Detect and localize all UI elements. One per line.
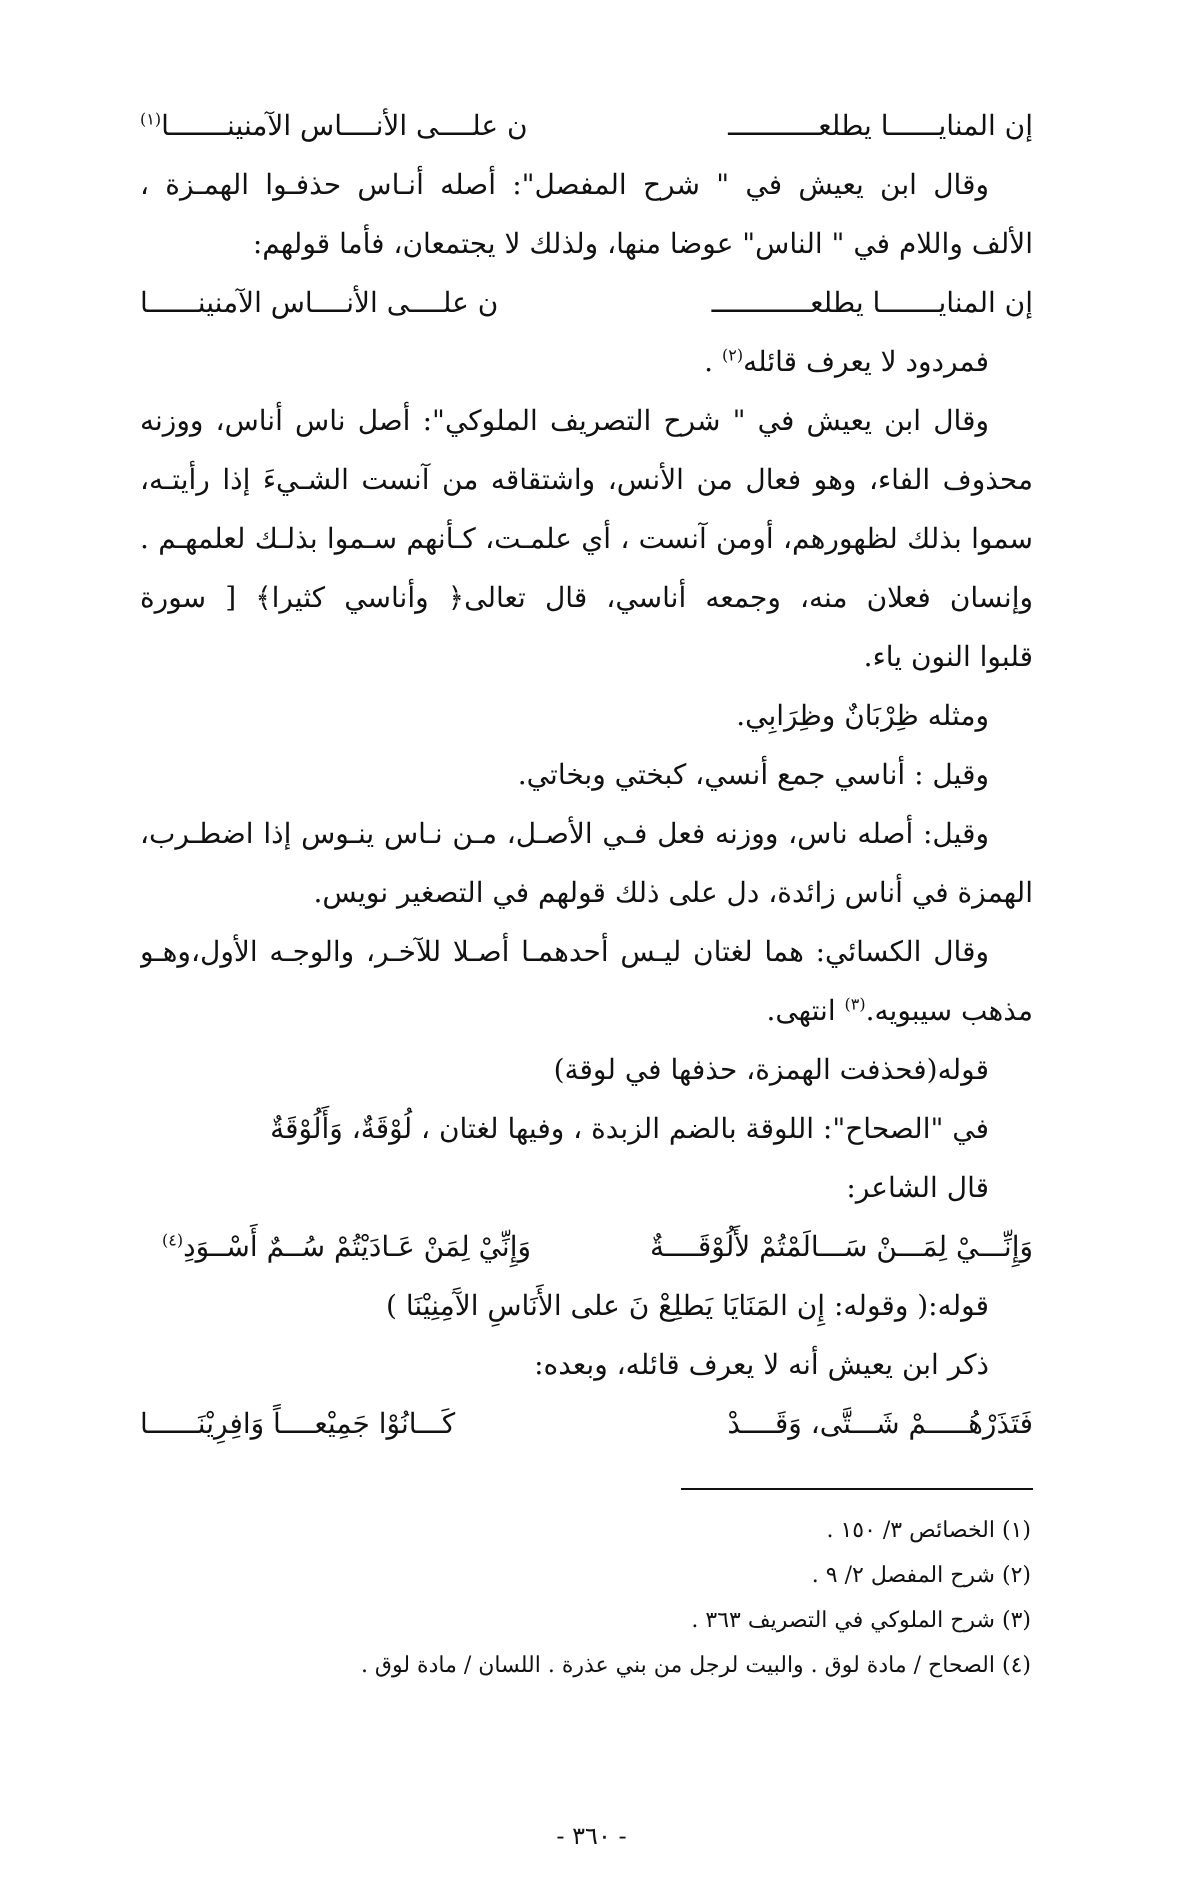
footnotes (140, 1508, 1031, 1688)
paragraph-6-line-2: الهمزة في أناس زائدة، دل على ذلك قولهم في التصغير نويس. (313, 876, 1033, 909)
verse-2-second-hemistich: ن علــــى الأنــــاس الآمنينــــــا (140, 286, 499, 319)
verse-3-second-hemistich: وَإِنِّيْ لِمَنْ عَـادَيْتُمْ سُــمٌ أَسْــوَدِ (183, 1230, 532, 1263)
verse-4-second-hemistich: كَـــانُوْا جَمِيْعــــاً وَافِرِيْنَــــــا (140, 1407, 456, 1440)
paragraph-2-end: . (704, 345, 722, 378)
paragraph-3-line-1: وقال ابن يعيش في " شرح التصريف الملوكي": أصل ناس أناس، ووزنه (140, 404, 989, 437)
paragraph-7-line-2 (140, 981, 1033, 1040)
paragraph-2-text: فمردود لا يعرف قائله (743, 345, 989, 378)
verse-3-second-hemistich-wrap (162, 1217, 531, 1276)
paragraph-3-line-5: قلبوا النون ياء. (863, 640, 1033, 673)
paragraph-3-line-3: سموا بذلك لظهورهم، أومن آنست ، أي علمـت، كـأنهم سـموا بذلـك لعلمهـم . (140, 522, 1033, 555)
paragraph-1-line-1: وقال ابن يعيش في " شرح المفصل": أصله أنـاس حذفـوا الهمـزة ، (140, 168, 989, 201)
verse-line-4 (140, 1394, 1033, 1453)
paragraph-3-line-4: وإنسان فعلان منه، وجمعه أناسي، قال تعالى﴿ وأناسي كثيرا﴾ [ سورة (140, 581, 1033, 614)
verse-1-second-hemistich: ن علــــى الأنــــاس الآمنينـــــــا (161, 109, 528, 142)
footnote-ref-4: (٤) (162, 1230, 184, 1250)
footnote-ref-2: (٢) (721, 345, 744, 365)
footnote-separator (681, 1488, 1033, 1490)
verse-1-second-hemistich-wrap (140, 96, 528, 155)
paragraph-3-line-2: محذوف الفاء، وهو فعال من الأنس، واشتقاقه من آنست الشـيءَ إذا رأيتـه، (140, 463, 1033, 496)
paragraph-2 (140, 332, 1033, 391)
footnote-ref-1: (١) (140, 109, 162, 129)
verse-1-first-hemistich: إن المنايــــــا يطلعـــــــــــ (728, 109, 1033, 142)
verse-line-1 (140, 96, 1033, 155)
paragraph-6-line-1: وقيل: أصله ناس، ووزنه فعل فـي الأصـل، مـن نـاس ينـوس إذا اضطـرب، (140, 817, 989, 850)
main-text (140, 96, 1033, 1453)
paragraph-7-line-2-end: انتهى. (766, 994, 845, 1027)
paragraph-12: ذكر ابن يعيش أنه لا يعرف قائله، وبعده: (534, 1348, 989, 1381)
page-number: - ٣٦٠ - (556, 1822, 627, 1850)
paragraph-7-line-1: وقال الكسائي: هما لغتان ليـس أحدهمـا أصـلا للآخـر، والوجـه الأول،وهـو (140, 935, 989, 968)
paragraph-1-line-2: الألف واللام في " الناس" عوضا منها، ولذلك لا يجتمعان، فأما قولهم: (252, 227, 1033, 260)
verse-line-2 (140, 273, 1033, 332)
verse-4-first-hemistich: فَتَذَرْهُـــــمْ شَـــتَّى، وَقَــــدْ (727, 1407, 1033, 1440)
paragraph-8: قوله(فحذفت الهمزة، حذفها في لوقة) (553, 1053, 989, 1086)
verse-2-first-hemistich: إن المنايـــــــا يطلعــــــــــــ (711, 286, 1033, 319)
paragraph-5: وقيل : أناسي جمع أنسي، كبختي وبخاتي. (517, 758, 989, 791)
footnote-4: (٤) الصحاح / مادة لوق . والبيت لرجل من بني عذرة . اللسان / مادة لوق . (360, 1653, 1031, 1678)
paragraph-9: في "الصحاح": اللوقة بالضم الزبدة ، وفيها لغتان ، لُوْقَةٌ، وَأَلُوْقَةٌ (270, 1112, 989, 1145)
paragraph-11: قوله:( وقوله: إِن المَنَايَا يَطلِعْ نَ على الأَنَاسِ الآَمِنِيْنَا ) (386, 1289, 989, 1322)
paragraph-4: ومثله ظِرْبَانٌ وظِرَابِي. (736, 699, 989, 732)
footnote-1: (١) الخصائص ٣/ ١٥٠ . (826, 1518, 1031, 1543)
paragraph-7-line-2-text: مذهب سيبويه. (865, 994, 1033, 1027)
paragraph-10: قال الشاعر: (846, 1171, 989, 1204)
footnote-3: (٣) شرح الملوكي في التصريف ٣٦٣ . (691, 1608, 1031, 1633)
verse-3-first-hemistich: وَإِنِّـــيْ لِمَـــنْ سَـــالَمْتُمْ لأَلُوْقَــــةٌ (650, 1230, 1033, 1263)
footnote-ref-3: (٣) (844, 994, 866, 1014)
verse-line-3 (140, 1217, 1033, 1276)
footnote-2: (٢) شرح المفصل ٢/ ٩ . (811, 1563, 1031, 1588)
